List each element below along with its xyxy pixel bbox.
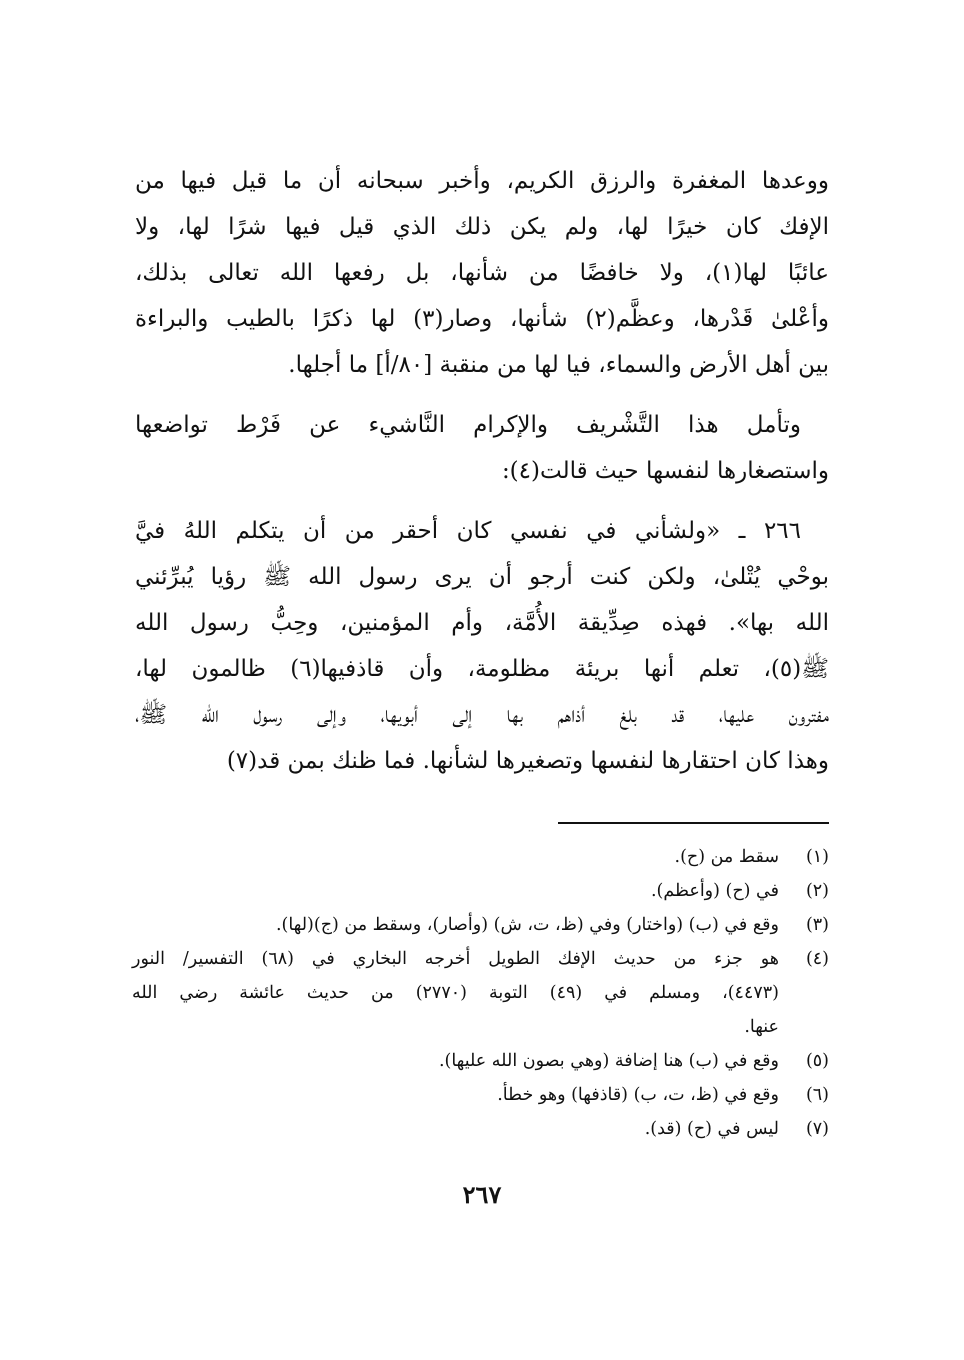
footnote-text: في (ح) (وأعظم). xyxy=(650,881,779,901)
footnotes xyxy=(132,840,829,1146)
footnote-number: (٣) xyxy=(805,915,829,935)
text-line: وتأمل هذا التَّشْريف والإكرام النَّاشيء عن فَرْط تواضعها xyxy=(135,412,801,438)
footnote-text: عنها. xyxy=(744,1017,779,1037)
footnote-text: (٤٤٧٣)، ومسلم في (٤٩) التوبة (٢٧٧٠) من حديث عائشة رضي الله xyxy=(132,983,779,1003)
text-line: بوحْي يُتْلىٰ، ولكن كنت أرجو أن يرى رسول الله ﷺ رؤيا يُبرِّئني xyxy=(135,564,829,590)
paragraph-1 xyxy=(135,158,829,388)
text-line: واستصغارها لنفسها حيث قالت(٤): xyxy=(501,458,829,484)
footnote-text: ليس في (ح) (قد). xyxy=(644,1119,779,1139)
text-line: ﷺ(٥)، تعلم أنها بريئة مظلومة، وأن قاذفيها(٦) ظالمون لها، xyxy=(135,656,829,682)
footnote-number: (٦) xyxy=(805,1085,829,1105)
text-line: بين أهل الأرض والسماء، فيا لها من منقبة [٨٠/أ] ما أجلها. xyxy=(288,352,829,378)
footnote-6 xyxy=(132,1078,829,1112)
text-line: وهذا كان احتقارها لنفسها وتصغيرها لشأنها. فما ظنك بمن قد(٧) xyxy=(226,748,829,774)
footnote-number: (١) xyxy=(805,847,829,867)
footnote-4 xyxy=(132,942,829,1044)
text-line: ٢٦٦ ـ «ولشأني في نفسي كان أحقر من أن يتكلم اللهُ فيَّ xyxy=(135,518,801,544)
footnote-text: وقع في (ب) هنا إضافة (وهي بصون الله عليها). xyxy=(438,1051,779,1071)
text-line: الله بها». فهذه صِدِّيقة الأُمَّة، وأم المؤمنين، وحِبُّ رسول الله xyxy=(135,610,829,636)
text-line: وأعْلىٰ قَدْرها، وعظَّم(٢) شأنها، وصار(٣) لها ذكرًا بالطيب والبراءة xyxy=(135,306,829,332)
footnote-separator xyxy=(558,822,829,824)
footnote-text: هو جزء من حديث الإفك الطويل أخرجه البخاري في (٦٨) التفسير/ النور xyxy=(132,949,779,969)
footnote-number: (٢) xyxy=(805,881,829,901)
text-line: ووعدها المغفرة والرزق الكريم، وأخبر سبحانه أن ما قيل فيها من xyxy=(135,168,829,194)
text-line: مفترون عليها، قد بلغ أذاهم بها إلى أبويها، وإلى رسول الله ﷺ، xyxy=(135,702,829,728)
paragraph-3-hadith-266 xyxy=(135,508,829,784)
footnote-text: وقع في (ب) (واختار) وفي (ظ، ت، ش) (وأصار)، وسقط من (ج)(لها). xyxy=(275,915,779,935)
footnote-number: (٧) xyxy=(805,1119,829,1139)
footnote-number: (٤) xyxy=(805,949,829,969)
footnote-3 xyxy=(132,908,829,942)
footnote-7 xyxy=(132,1112,829,1146)
page-number: ٢٦٧ xyxy=(462,1180,502,1209)
main-text xyxy=(135,158,829,798)
text-line: عائبًا لها(١)، ولا خافضًا من شأنها، بل رفعها الله تعالى بذلك، xyxy=(135,260,830,286)
text-line: الإفك كان خيرًا لها، ولم يكن ذلك الذي قيل فيها شرًا لها، ولا xyxy=(135,214,829,240)
footnote-text: سقط من (ح). xyxy=(674,847,779,867)
paragraph-2 xyxy=(135,402,829,494)
footnote-2 xyxy=(132,874,829,908)
footnote-number: (٥) xyxy=(805,1051,829,1071)
footnote-1 xyxy=(132,840,829,874)
footnote-5 xyxy=(132,1044,829,1078)
footnote-text: وقع في (ظ، ت، ب) (قاذفها) وهو خطأ. xyxy=(497,1085,779,1105)
